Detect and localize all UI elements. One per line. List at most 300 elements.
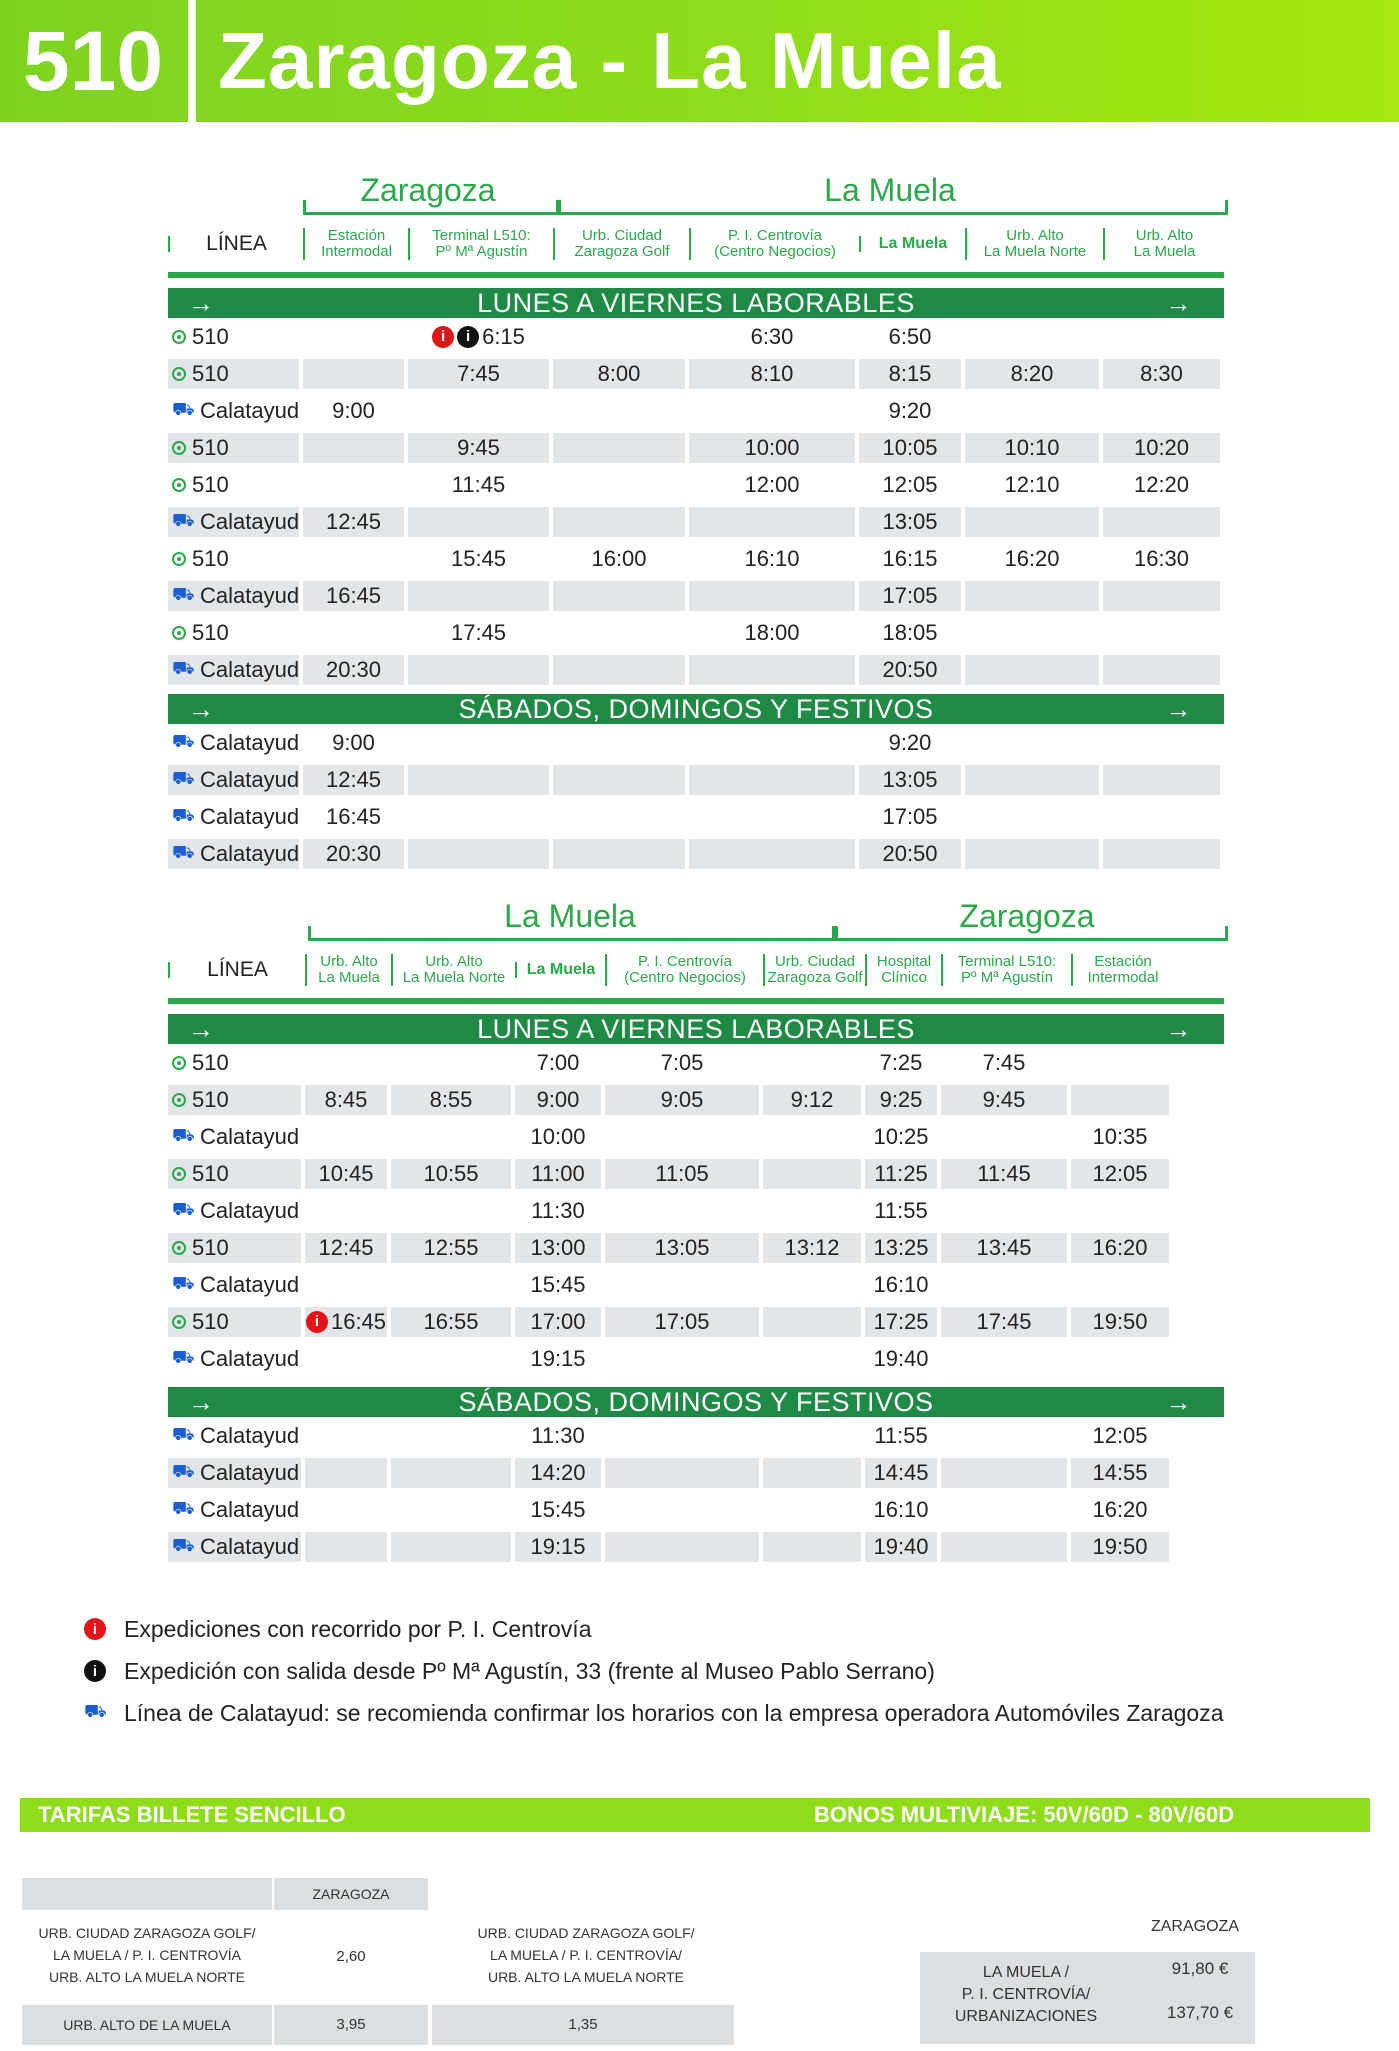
time-cell bbox=[303, 839, 404, 869]
column-stop: P. I. Centrovía (Centro Negocios) bbox=[605, 954, 763, 986]
time-cell bbox=[553, 433, 685, 463]
city-la-muela: La Muela bbox=[824, 172, 956, 208]
time-value: 8:30 bbox=[1140, 360, 1183, 386]
time-value: 9:20 bbox=[888, 729, 932, 755]
time-cell bbox=[605, 1196, 759, 1226]
table-row bbox=[168, 503, 1224, 540]
time-cell bbox=[303, 581, 404, 611]
time-cell bbox=[605, 1495, 759, 1525]
legend-red-text: Expediciones con recorrido por P. I. Centrovía bbox=[124, 1615, 592, 1642]
time-cell bbox=[941, 1196, 1067, 1226]
time-value: 8:10 bbox=[750, 360, 794, 386]
stop-bullet-icon bbox=[172, 1241, 186, 1255]
bus-icon: ⛟ bbox=[172, 767, 195, 788]
time-cell bbox=[1071, 1458, 1169, 1488]
time-value: 7:45 bbox=[457, 360, 500, 386]
city-zaragoza: Zaragoza bbox=[959, 898, 1095, 934]
time-cell bbox=[859, 618, 961, 648]
table-row bbox=[168, 1340, 1224, 1377]
time-cell bbox=[865, 1048, 937, 1078]
table-row bbox=[168, 1118, 1224, 1155]
time-cell bbox=[391, 1122, 511, 1152]
line-name: Calatayud bbox=[200, 803, 300, 829]
time-value: 15:45 bbox=[530, 1496, 586, 1522]
time-cell bbox=[391, 1196, 511, 1226]
stop-bullet-icon bbox=[172, 367, 186, 381]
time-cell bbox=[605, 1085, 759, 1115]
time-cell bbox=[553, 839, 685, 869]
fare-row2-value: 3,95 bbox=[336, 2016, 366, 2033]
weekday-band bbox=[168, 1014, 1224, 1044]
time-cell bbox=[1071, 1270, 1169, 1300]
time-value: 11:55 bbox=[874, 1197, 928, 1223]
column-linea: LÍNEA bbox=[168, 962, 305, 978]
bus-icon: ⛟ bbox=[172, 841, 195, 862]
time-cell bbox=[553, 322, 685, 352]
table-row bbox=[168, 651, 1224, 688]
fares-bonus-title: BONOS MULTIVIAJE: 50V/60D - 80V/60D bbox=[814, 1802, 1235, 1827]
fare-row1-value: 2,60 bbox=[336, 1948, 366, 1965]
time-cell bbox=[1071, 1495, 1169, 1525]
time-cell bbox=[408, 839, 549, 869]
time-cell bbox=[1103, 507, 1220, 537]
time-cell bbox=[965, 728, 1099, 758]
column-stop: P. I. Centrovía (Centro Negocios) bbox=[689, 228, 859, 260]
time-value: 7:05 bbox=[660, 1049, 704, 1075]
stop-bullet-icon bbox=[172, 441, 186, 455]
time-cell bbox=[965, 544, 1099, 574]
bono-label: LA MUELA / P. I. CENTROVÍA/ URBANIZACIONES bbox=[954, 1964, 1098, 2025]
time-cell bbox=[408, 544, 549, 574]
time-cell bbox=[303, 765, 404, 795]
info-black-icon: i bbox=[457, 326, 479, 348]
time-cell bbox=[1071, 1122, 1169, 1152]
time-value: 18:05 bbox=[882, 619, 938, 645]
time-cell bbox=[553, 765, 685, 795]
time-cell bbox=[391, 1048, 511, 1078]
line-name: Calatayud bbox=[200, 729, 300, 755]
weekday-label: LUNES A VIERNES LABORABLES bbox=[477, 287, 915, 318]
bus-icon: ⛟ bbox=[84, 1701, 107, 1721]
time-value: 20:50 bbox=[882, 840, 938, 866]
time-cell bbox=[763, 1307, 861, 1337]
time-cell bbox=[689, 507, 855, 537]
time-value: 6:15 bbox=[482, 323, 525, 349]
time-cell bbox=[1071, 1159, 1169, 1189]
line-cell bbox=[168, 1233, 301, 1263]
time-cell bbox=[515, 1233, 601, 1263]
line-name: 510 bbox=[192, 434, 229, 460]
fare-header-blank bbox=[22, 1878, 272, 1910]
line-cell bbox=[168, 1196, 301, 1226]
weekend-label: SÁBADOS, DOMINGOS Y FESTIVOS bbox=[458, 1386, 934, 1417]
time-value: 13:05 bbox=[882, 508, 938, 534]
time-cell bbox=[689, 322, 855, 352]
time-cell bbox=[859, 765, 961, 795]
arrow-right-icon: → bbox=[188, 1013, 215, 1044]
time-value: 13:05 bbox=[882, 766, 938, 792]
time-value: 8:20 bbox=[1010, 360, 1054, 386]
time-cell bbox=[859, 802, 961, 832]
column-stop: Terminal L510: Pº Mª Agustín bbox=[941, 954, 1071, 986]
column-headers bbox=[168, 942, 1224, 1004]
time-cell bbox=[391, 1458, 511, 1488]
time-cell bbox=[305, 1458, 387, 1488]
time-cell bbox=[763, 1421, 861, 1451]
time-value: 12:05 bbox=[882, 471, 938, 497]
time-cell bbox=[515, 1270, 601, 1300]
time-cell bbox=[515, 1307, 601, 1337]
time-cell bbox=[763, 1270, 861, 1300]
bus-icon: ⛟ bbox=[172, 1272, 195, 1293]
time-cell bbox=[408, 507, 549, 537]
table-row bbox=[168, 1454, 1224, 1491]
time-cell bbox=[1103, 470, 1220, 500]
bus-icon: ⛟ bbox=[172, 1423, 195, 1444]
time-value: 16:10 bbox=[873, 1271, 929, 1297]
time-cell bbox=[515, 1048, 601, 1078]
bus-icon: ⛟ bbox=[172, 1124, 195, 1145]
time-cell bbox=[553, 470, 685, 500]
time-value: 9:25 bbox=[879, 1086, 923, 1112]
time-value: 20:50 bbox=[882, 656, 938, 682]
time-cell bbox=[553, 618, 685, 648]
time-value: 19:50 bbox=[1092, 1533, 1148, 1559]
line-name: 510 bbox=[192, 1160, 229, 1186]
time-cell bbox=[605, 1270, 759, 1300]
fare-row2-label: URB. ALTO DE LA MUELA bbox=[63, 2017, 231, 2033]
time-value: 16:55 bbox=[423, 1308, 479, 1334]
time-value: 16:45 bbox=[330, 1308, 387, 1334]
weekday-rows bbox=[168, 318, 1224, 688]
time-cell bbox=[305, 1307, 387, 1337]
time-cell bbox=[859, 507, 961, 537]
time-value: 9:00 bbox=[332, 729, 375, 755]
time-cell bbox=[553, 728, 685, 758]
table-row bbox=[168, 1266, 1224, 1303]
time-value: 17:00 bbox=[530, 1308, 586, 1334]
time-cell bbox=[763, 1495, 861, 1525]
time-value: 16:30 bbox=[1133, 545, 1190, 571]
time-value: 11:45 bbox=[977, 1160, 1031, 1186]
time-cell bbox=[515, 1159, 601, 1189]
time-value: 7:00 bbox=[536, 1049, 580, 1075]
info-red-icon: i bbox=[432, 326, 454, 348]
time-value: 9:00 bbox=[536, 1086, 580, 1112]
time-cell bbox=[763, 1159, 861, 1189]
line-cell bbox=[168, 1307, 301, 1337]
time-cell bbox=[865, 1085, 937, 1115]
table-row bbox=[168, 1192, 1224, 1229]
time-value: 11:25 bbox=[874, 1160, 928, 1186]
bus-icon: ⛟ bbox=[172, 1198, 195, 1219]
time-cell bbox=[303, 802, 404, 832]
time-cell bbox=[941, 1270, 1067, 1300]
time-value: 17:05 bbox=[882, 803, 938, 829]
stop-bullet-icon bbox=[172, 478, 186, 492]
time-cell bbox=[865, 1159, 937, 1189]
route-title: Zaragoza - La Muela bbox=[218, 16, 1002, 105]
time-value: 13:12 bbox=[784, 1234, 840, 1260]
time-cell bbox=[605, 1532, 759, 1562]
time-value: 7:45 bbox=[982, 1049, 1026, 1075]
line-cell bbox=[168, 839, 299, 869]
time-value: 12:05 bbox=[1092, 1422, 1148, 1448]
time-cell bbox=[965, 322, 1099, 352]
column-stop: Estación Intermodal bbox=[303, 228, 408, 260]
time-value: 16:20 bbox=[1092, 1496, 1148, 1522]
time-value: 13:05 bbox=[654, 1234, 710, 1260]
time-value: 12:45 bbox=[318, 1234, 374, 1260]
line-cell bbox=[168, 802, 299, 832]
line-name: Calatayud bbox=[200, 1197, 300, 1223]
time-cell bbox=[689, 728, 855, 758]
time-cell bbox=[689, 655, 855, 685]
time-cell bbox=[1071, 1421, 1169, 1451]
time-value: 11:05 bbox=[655, 1160, 709, 1186]
table-row bbox=[168, 1081, 1224, 1118]
bus-icon: ⛟ bbox=[172, 509, 195, 530]
fare-col-zaragoza: ZARAGOZA bbox=[312, 1886, 390, 1902]
time-cell bbox=[941, 1085, 1067, 1115]
time-cell bbox=[408, 802, 549, 832]
time-value: 17:25 bbox=[873, 1308, 929, 1334]
info-red-icon: i bbox=[84, 1618, 106, 1640]
route-header bbox=[0, 0, 1399, 122]
line-cell bbox=[168, 396, 299, 426]
time-cell bbox=[941, 1122, 1067, 1152]
time-cell bbox=[859, 470, 961, 500]
time-cell bbox=[1103, 655, 1220, 685]
time-value: 10:05 bbox=[882, 434, 938, 460]
time-cell bbox=[763, 1532, 861, 1562]
time-cell bbox=[305, 1085, 387, 1115]
time-cell bbox=[553, 507, 685, 537]
table-row bbox=[168, 1491, 1224, 1528]
weekday-rows bbox=[168, 1044, 1224, 1377]
weekend-rows bbox=[168, 724, 1224, 872]
legend-item-black bbox=[84, 1650, 1224, 1692]
time-cell bbox=[408, 655, 549, 685]
time-cell bbox=[1103, 728, 1220, 758]
stop-bullet-icon bbox=[172, 1093, 186, 1107]
bono-col-zaragoza: ZARAGOZA bbox=[1150, 1918, 1239, 1935]
time-value: 9:45 bbox=[982, 1086, 1026, 1112]
time-value: 11:30 bbox=[531, 1422, 585, 1448]
bus-icon: ⛟ bbox=[172, 657, 195, 678]
time-cell bbox=[605, 1344, 759, 1374]
time-cell bbox=[1103, 581, 1220, 611]
time-value: 12:10 bbox=[1004, 471, 1060, 497]
time-cell bbox=[941, 1307, 1067, 1337]
line-name: Calatayud bbox=[200, 1422, 300, 1448]
time-value: 17:05 bbox=[882, 582, 938, 608]
time-cell bbox=[305, 1159, 387, 1189]
time-value: 12:05 bbox=[1092, 1160, 1148, 1186]
time-cell bbox=[515, 1421, 601, 1451]
stop-bullet-icon bbox=[172, 626, 186, 640]
bus-icon: ⛟ bbox=[172, 730, 195, 751]
time-value: 6:30 bbox=[750, 323, 794, 349]
time-cell bbox=[391, 1495, 511, 1525]
stop-bullet-icon bbox=[172, 1167, 186, 1181]
time-cell bbox=[553, 544, 685, 574]
time-cell bbox=[408, 359, 549, 389]
time-value: 17:45 bbox=[450, 619, 507, 645]
line-cell bbox=[168, 1122, 301, 1152]
time-cell bbox=[689, 802, 855, 832]
time-cell bbox=[303, 544, 404, 574]
info-black-icon: i bbox=[84, 1660, 106, 1682]
time-cell bbox=[763, 1233, 861, 1263]
timetable-outbound bbox=[168, 172, 1224, 872]
arrow-right-icon: → bbox=[1165, 1013, 1192, 1044]
time-cell bbox=[305, 1048, 387, 1078]
line-name: 510 bbox=[192, 1049, 229, 1075]
table-row bbox=[168, 1528, 1224, 1565]
time-cell bbox=[515, 1495, 601, 1525]
time-cell bbox=[605, 1421, 759, 1451]
time-cell bbox=[941, 1048, 1067, 1078]
time-cell bbox=[865, 1270, 937, 1300]
time-value: 8:55 bbox=[429, 1086, 473, 1112]
time-cell bbox=[408, 433, 549, 463]
time-cell bbox=[763, 1122, 861, 1152]
time-value: 10:20 bbox=[1133, 434, 1190, 460]
table-row bbox=[168, 429, 1224, 466]
time-cell bbox=[303, 322, 404, 352]
line-name: 510 bbox=[192, 545, 229, 571]
line-name: Calatayud bbox=[200, 1533, 300, 1559]
time-value: 19:40 bbox=[873, 1345, 929, 1371]
time-cell bbox=[391, 1421, 511, 1451]
table-row bbox=[168, 355, 1224, 392]
line-cell bbox=[168, 1159, 301, 1189]
time-value: 16:45 bbox=[325, 803, 382, 829]
time-cell bbox=[553, 655, 685, 685]
time-cell bbox=[605, 1233, 759, 1263]
line-name: Calatayud bbox=[200, 1345, 300, 1371]
time-cell bbox=[305, 1495, 387, 1525]
time-cell bbox=[391, 1344, 511, 1374]
time-cell bbox=[965, 655, 1099, 685]
time-cell bbox=[859, 322, 961, 352]
line-name: Calatayud bbox=[200, 1496, 300, 1522]
line-name: Calatayud bbox=[200, 397, 300, 423]
time-cell bbox=[553, 581, 685, 611]
time-cell bbox=[1103, 359, 1220, 389]
time-value: 20:30 bbox=[325, 840, 382, 866]
time-cell bbox=[605, 1307, 759, 1337]
time-cell bbox=[1103, 433, 1220, 463]
time-cell bbox=[408, 581, 549, 611]
line-name: 510 bbox=[192, 1086, 229, 1112]
legend-item-bus bbox=[84, 1692, 1224, 1734]
time-value: 15:45 bbox=[530, 1271, 586, 1297]
table-row bbox=[168, 540, 1224, 577]
time-cell bbox=[763, 1048, 861, 1078]
legend-black-text: Expedición con salida desde Pº Mª Agustín, 33 (frente al Museo Pablo Serrano) bbox=[124, 1657, 935, 1684]
time-cell bbox=[865, 1122, 937, 1152]
arrow-right-icon: → bbox=[188, 1386, 215, 1417]
time-value: 16:10 bbox=[744, 545, 800, 571]
time-cell bbox=[303, 433, 404, 463]
time-cell bbox=[391, 1233, 511, 1263]
time-cell bbox=[408, 765, 549, 795]
weekend-rows bbox=[168, 1417, 1224, 1565]
time-cell bbox=[865, 1532, 937, 1562]
line-name: 510 bbox=[192, 1234, 229, 1260]
table-row bbox=[168, 466, 1224, 503]
time-cell bbox=[689, 544, 855, 574]
time-cell bbox=[408, 728, 549, 758]
time-cell bbox=[553, 802, 685, 832]
time-cell bbox=[865, 1458, 937, 1488]
time-value: 19:40 bbox=[873, 1533, 929, 1559]
stop-bullet-icon bbox=[172, 1056, 186, 1070]
time-cell bbox=[689, 765, 855, 795]
time-value: 14:45 bbox=[873, 1459, 929, 1485]
info-red-icon: i bbox=[306, 1311, 328, 1333]
time-value: 13:45 bbox=[976, 1234, 1032, 1260]
time-value: 10:35 bbox=[1092, 1123, 1148, 1149]
time-cell bbox=[553, 359, 685, 389]
time-value: 13:00 bbox=[530, 1234, 586, 1260]
fares-single-title: TARIFAS BILLETE SENCILLO bbox=[38, 1802, 346, 1827]
time-cell bbox=[865, 1196, 937, 1226]
time-value: 17:45 bbox=[976, 1308, 1032, 1334]
time-value: 12:45 bbox=[325, 766, 382, 792]
weekend-band bbox=[168, 694, 1224, 724]
line-name: Calatayud bbox=[200, 766, 300, 792]
time-cell bbox=[859, 433, 961, 463]
table-row bbox=[168, 1417, 1224, 1454]
time-cell bbox=[305, 1344, 387, 1374]
time-cell bbox=[965, 802, 1099, 832]
line-cell bbox=[168, 1270, 301, 1300]
time-cell bbox=[303, 470, 404, 500]
line-cell bbox=[168, 655, 299, 685]
time-cell bbox=[965, 581, 1099, 611]
line-name: Calatayud bbox=[200, 840, 300, 866]
time-cell bbox=[865, 1233, 937, 1263]
time-cell bbox=[1103, 839, 1220, 869]
arrow-right-icon: → bbox=[188, 287, 215, 318]
time-cell bbox=[605, 1458, 759, 1488]
column-stop: Urb. Alto La Muela Norte bbox=[965, 228, 1103, 260]
time-value: 14:55 bbox=[1092, 1459, 1148, 1485]
line-name: Calatayud bbox=[200, 1123, 300, 1149]
time-cell bbox=[303, 396, 404, 426]
time-cell bbox=[1071, 1196, 1169, 1226]
time-value: 12:00 bbox=[744, 471, 800, 497]
legend-bus-text: Línea de Calatayud: se recomienda confirmar los horarios con la empresa operadora Automóviles Zaragoza bbox=[124, 1699, 1224, 1726]
time-cell bbox=[391, 1307, 511, 1337]
line-cell bbox=[168, 581, 299, 611]
column-linea: LÍNEA bbox=[168, 236, 303, 252]
time-cell bbox=[303, 728, 404, 758]
time-cell bbox=[605, 1122, 759, 1152]
time-cell bbox=[1071, 1085, 1169, 1115]
table-row bbox=[168, 1155, 1224, 1192]
table-row bbox=[168, 1303, 1224, 1340]
bus-icon: ⛟ bbox=[172, 583, 195, 604]
time-value: 12:20 bbox=[1133, 471, 1190, 497]
arrow-right-icon: → bbox=[1165, 693, 1192, 724]
column-stop: La Muela bbox=[515, 962, 605, 978]
line-name: Calatayud bbox=[200, 656, 300, 682]
time-cell bbox=[941, 1421, 1067, 1451]
